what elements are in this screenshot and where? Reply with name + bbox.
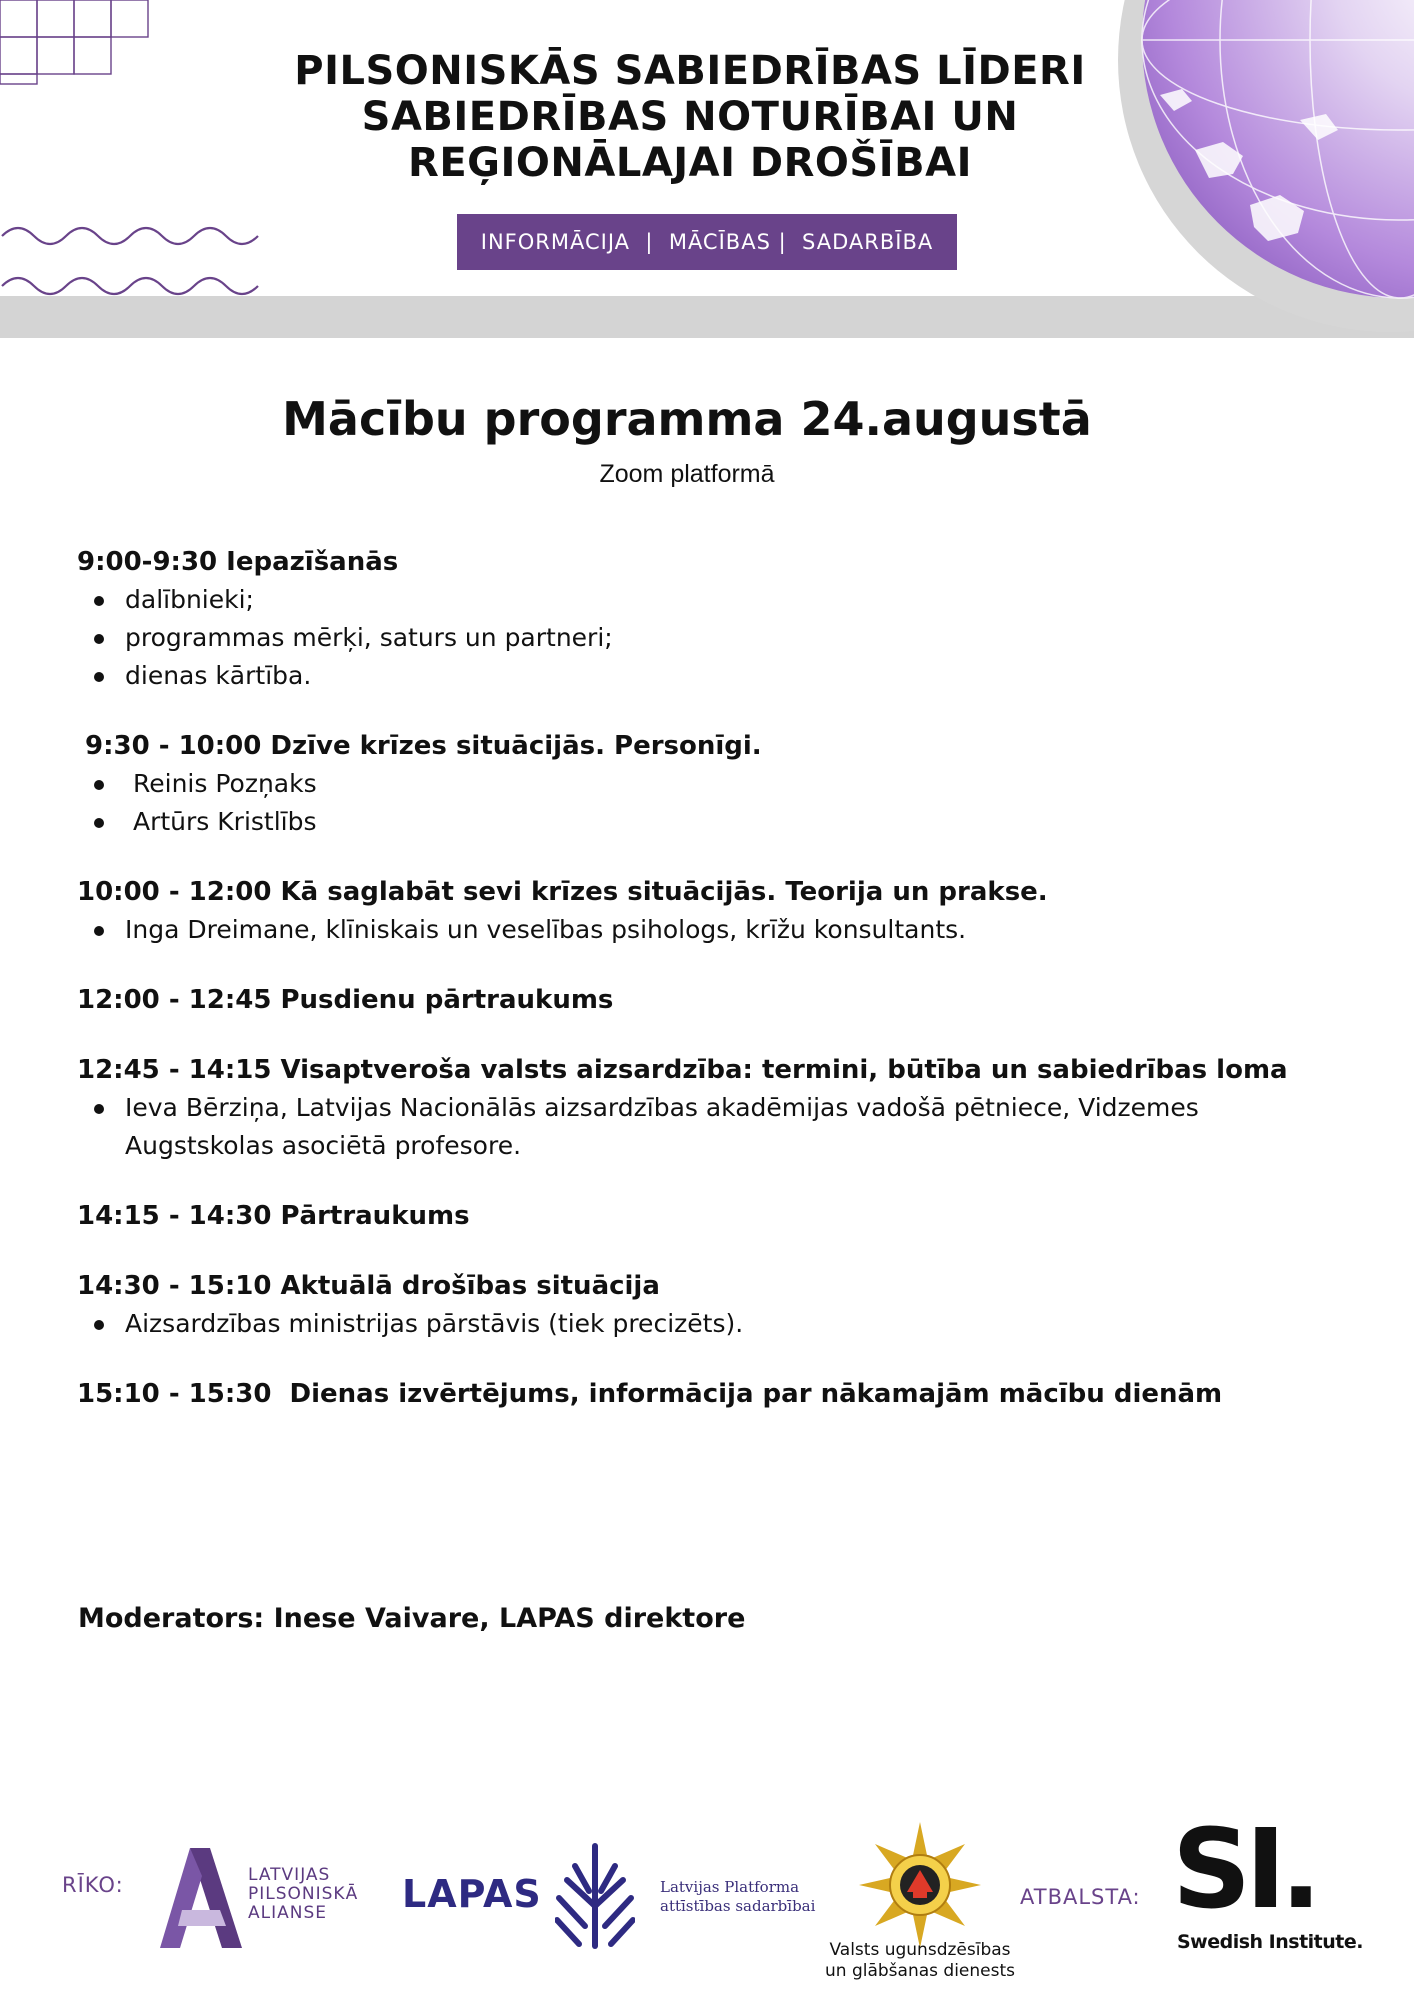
session-title: 14:15 - 14:30 Pārtraukums <box>77 1201 470 1231</box>
agenda <box>77 543 1327 1445</box>
program-subtitle: Zoom platformā <box>599 460 775 488</box>
session-title: 12:00 - 12:45 Pusdienu pārtraukums <box>77 985 614 1015</box>
session-title: 12:45 - 14:15 Visaptveroša valsts aizsardzība: termini, būtība un sabiedrības loma <box>77 1055 1288 1085</box>
vugd-emblem-icon <box>855 1820 985 1950</box>
tagline-banner <box>457 214 957 270</box>
lpa-logo-icon <box>160 1848 242 1948</box>
lapas-platform-line: attīstības sadarbībai <box>660 1897 816 1915</box>
session-details <box>77 1089 1327 1165</box>
session-details <box>77 765 1327 841</box>
session-title: 15:10 - 15:30 Dienas izvērtējums, informācija par nākamajām mācību dienām <box>77 1379 1223 1409</box>
agenda-session <box>77 981 1327 1019</box>
moderator-line: Moderators: Inese Vaivare, LAPAS direktore <box>78 1603 746 1634</box>
session-detail-item: Inga Dreimane, klīniskais un veselības psihologs, krīžu konsultants. <box>77 911 1327 949</box>
session-details <box>77 581 1327 695</box>
session-detail-item: Artūrs Kristlībs <box>77 803 1327 841</box>
session-detail-item: programmas mērķi, saturs un partneri; <box>77 619 1327 657</box>
session-detail-item: dalībnieki; <box>77 581 1327 619</box>
swedish-institute-name: Swedish Institute. <box>1177 1931 1363 1953</box>
session-details <box>77 911 1327 949</box>
header-title <box>190 48 1190 186</box>
session-detail-item: Reinis Pozņaks <box>77 765 1327 803</box>
vugd-line: un glābšanas dienests <box>825 1961 1015 1981</box>
agenda-session <box>77 1197 1327 1235</box>
session-details <box>77 1305 1327 1343</box>
agenda-session <box>77 1051 1327 1165</box>
supporters-label: ATBALSTA: <box>1020 1885 1141 1909</box>
header-title-line: SABIEDRĪBAS NOTURĪBAI UN <box>361 94 1019 140</box>
agenda-session <box>77 873 1327 949</box>
header-title-line: REĢIONĀLAJAI DROŠĪBAI <box>408 140 972 186</box>
grid-pattern-decoration <box>0 0 150 85</box>
program-title: Mācību programma 24.augustā <box>282 392 1092 446</box>
agenda-session <box>77 1375 1327 1413</box>
session-title: 9:30 - 10:00 Dzīve krīzes situācijās. Personīgi. <box>85 731 762 761</box>
organizers-label: RĪKO: <box>62 1873 124 1897</box>
lapas-logo-text: LAPAS <box>402 1872 542 1916</box>
agenda-session <box>77 727 1327 841</box>
session-title: 9:00-9:30 Iepazīšanās <box>77 547 399 577</box>
swedish-institute-logo: SI. <box>1172 1805 1316 1933</box>
lapas-platform-line: Latvijas Platforma <box>660 1878 800 1896</box>
vugd-caption <box>810 1940 1030 1982</box>
agenda-session <box>77 1267 1327 1343</box>
lpa-line: LATVIJAS <box>248 1865 331 1885</box>
session-title: 10:00 - 12:00 Kā saglabāt sevi krīzes situācijās. Teorija un prakse. <box>77 877 1048 907</box>
lapas-tree-icon <box>555 1836 635 1951</box>
agenda-session <box>77 543 1327 695</box>
lpa-line: PILSONISKĀ <box>248 1884 359 1904</box>
session-detail-item: dienas kārtība. <box>77 657 1327 695</box>
lpa-logo-text <box>248 1866 358 1923</box>
tagline-text: INFORMĀCIJA | MĀCĪBAS | SADARBĪBA <box>480 230 934 254</box>
lpa-line: ALIANSE <box>248 1903 327 1923</box>
session-detail-item: Ieva Bērziņa, Latvijas Nacionālās aizsardzības akadēmijas vadošā pētniece, Vidzemes Augstskolas asociētā profesore. <box>77 1089 1327 1165</box>
session-title: 14:30 - 15:10 Aktuālā drošības situācija <box>77 1271 660 1301</box>
session-detail-item: Aizsardzības ministrijas pārstāvis (tiek precizēts). <box>77 1305 1327 1343</box>
lapas-platform-text <box>660 1878 815 1916</box>
vugd-line: Valsts ugunsdzēsības <box>829 1940 1011 1960</box>
header-title-line: PILSONISKĀS SABIEDRĪBAS LĪDERI <box>294 48 1086 94</box>
